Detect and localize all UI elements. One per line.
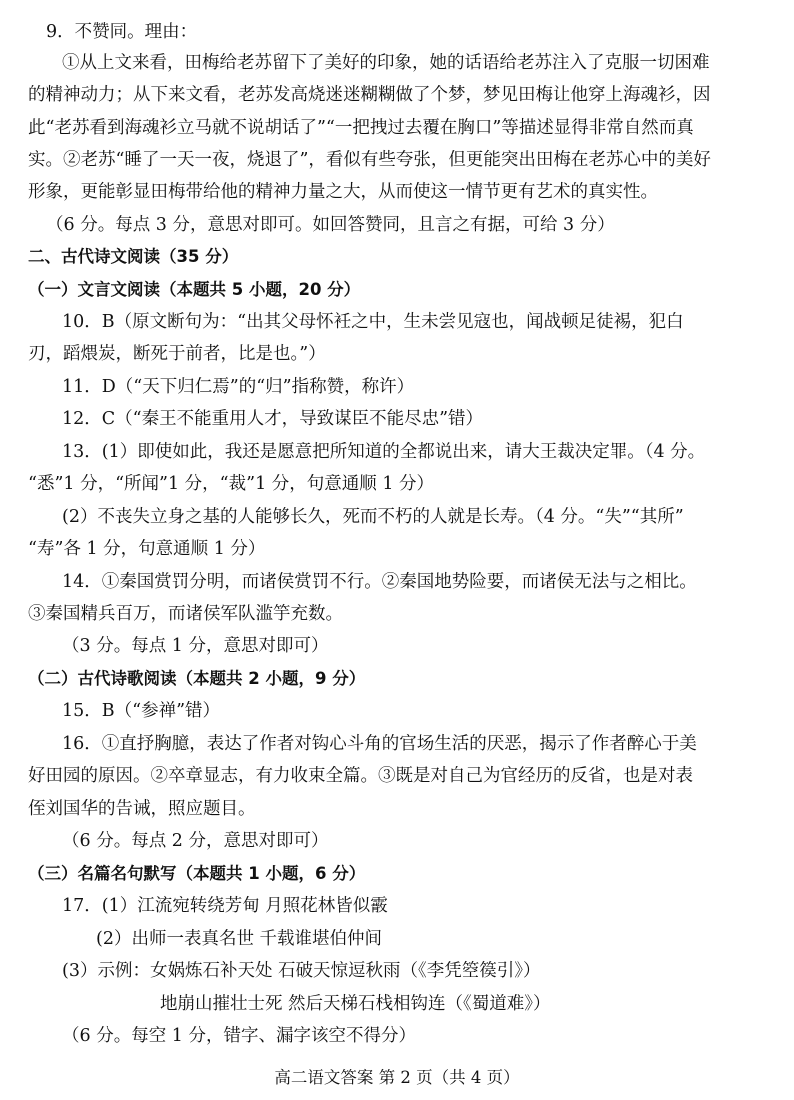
subsection-3-title: （三）名篇名句默写（本题共 1 小题，6 分） bbox=[28, 864, 366, 883]
q17-2-answer: (2）出师一表真名世 千载谁堪伯仲间 bbox=[96, 929, 383, 949]
q9-score-note: （6 分。每点 3 分，意思对即可。如回答赞同，且言之有据，可给 3 分） bbox=[46, 215, 615, 235]
q10-line-1: 10．B（原文断句为：“出其父母怀衽之中，生未尝见寇也，闻战顿足徒裼，犯白 bbox=[62, 312, 684, 332]
q9-text-line-5: 形象，更能彰显田梅带给他的精神力量之大，从而使这一情节更有艺术的真实性。 bbox=[28, 182, 658, 202]
q17-3-example-2: 地崩山摧壮士死 然后天梯石栈相钩连（《蜀道难》） bbox=[160, 994, 551, 1014]
q13-1-line-2: “悉”1 分，“所闻”1 分，“裁”1 分，句意通顺 1 分） bbox=[28, 474, 435, 494]
q13-2-line-2: “寿”各 1 分，句意通顺 1 分） bbox=[28, 539, 266, 559]
q15-answer: 15．B（“参禅”错） bbox=[62, 701, 221, 721]
subsection-1-title: （一）文言文阅读（本题共 5 小题，20 分） bbox=[28, 280, 361, 299]
q9-text-line-4: 实。②老苏“睡了一天一夜，烧退了”，看似有些夸张，但更能突出田梅在老苏心中的美好 bbox=[28, 150, 711, 170]
q13-1-line-1: 13．(1）即使如此，我还是愿意把所知道的全都说出来，请大王裁决定罪。（4 分。 bbox=[62, 442, 706, 462]
q14-score-note: （3 分。每点 1 分，意思对即可） bbox=[62, 636, 329, 656]
section-2-title: 二、古代诗文阅读（35 分） bbox=[28, 247, 239, 266]
q16-score-note: （6 分。每点 2 分，意思对即可） bbox=[62, 831, 329, 851]
subsection-2-title: （二）古代诗歌阅读（本题共 2 小题，9 分） bbox=[28, 669, 366, 688]
q9-heading: 9．不赞同。理由： bbox=[46, 22, 198, 42]
page-footer: 高二语文答案 第 2 页（共 4 页） bbox=[274, 1068, 520, 1087]
q17-3-example-1: (3）示例：女娲炼石补天处 石破天惊逗秋雨（《李凭箜篌引》） bbox=[62, 961, 541, 981]
q13-2-line-1: (2）不丧失立身之基的人能够长久，死而不朽的人就是长寿。（4 分。“失”“其所” bbox=[62, 507, 684, 527]
q9-text-line-3: 此“老苏看到海魂衫立马就不说胡话了”“一把拽过去覆在胸口”等描述显得非常自然而真 bbox=[28, 118, 694, 138]
q17-1-answer: 17．(1）江流宛转绕芳甸 月照花林皆似霰 bbox=[62, 896, 388, 916]
q16-line-3: 侄刘国华的告诫，照应题目。 bbox=[28, 799, 256, 819]
q10-line-2: 刃，蹈煨炭，断死于前者，比是也。”） bbox=[28, 344, 326, 364]
q16-line-1: 16．①直抒胸臆，表达了作者对钩心斗角的官场生活的厌恶，揭示了作者醉心于美 bbox=[62, 734, 697, 754]
q14-line-1: 14．①秦国赏罚分明，而诸侯赏罚不行。②秦国地势险要，而诸侯无法与之相比。 bbox=[62, 572, 697, 592]
q11-answer: 11．D（“天下归仁焉”的“归”指称赞，称许） bbox=[62, 377, 415, 397]
q9-text-line-2: 的精神动力；从下来文看，老苏发高烧迷迷糊糊做了个梦，梦见田梅让他穿上海魂衫，因 bbox=[28, 85, 711, 105]
q17-score-note: （6 分。每空 1 分，错字、漏字该空不得分） bbox=[62, 1026, 416, 1046]
q14-line-2: ③秦国精兵百万，而诸侯军队滥竽充数。 bbox=[28, 604, 343, 624]
q16-line-2: 好田园的原因。②卒章显志，有力收束全篇。③既是对自己为官经历的反省，也是对表 bbox=[28, 766, 693, 786]
q9-text-line-1: ①从上文来看，田梅给老苏留下了美好的印象，她的话语给老苏注入了克服一切困难 bbox=[62, 53, 710, 73]
q12-answer: 12．C（“秦王不能重用人才，导致谋臣不能尽忠”错） bbox=[62, 409, 484, 429]
